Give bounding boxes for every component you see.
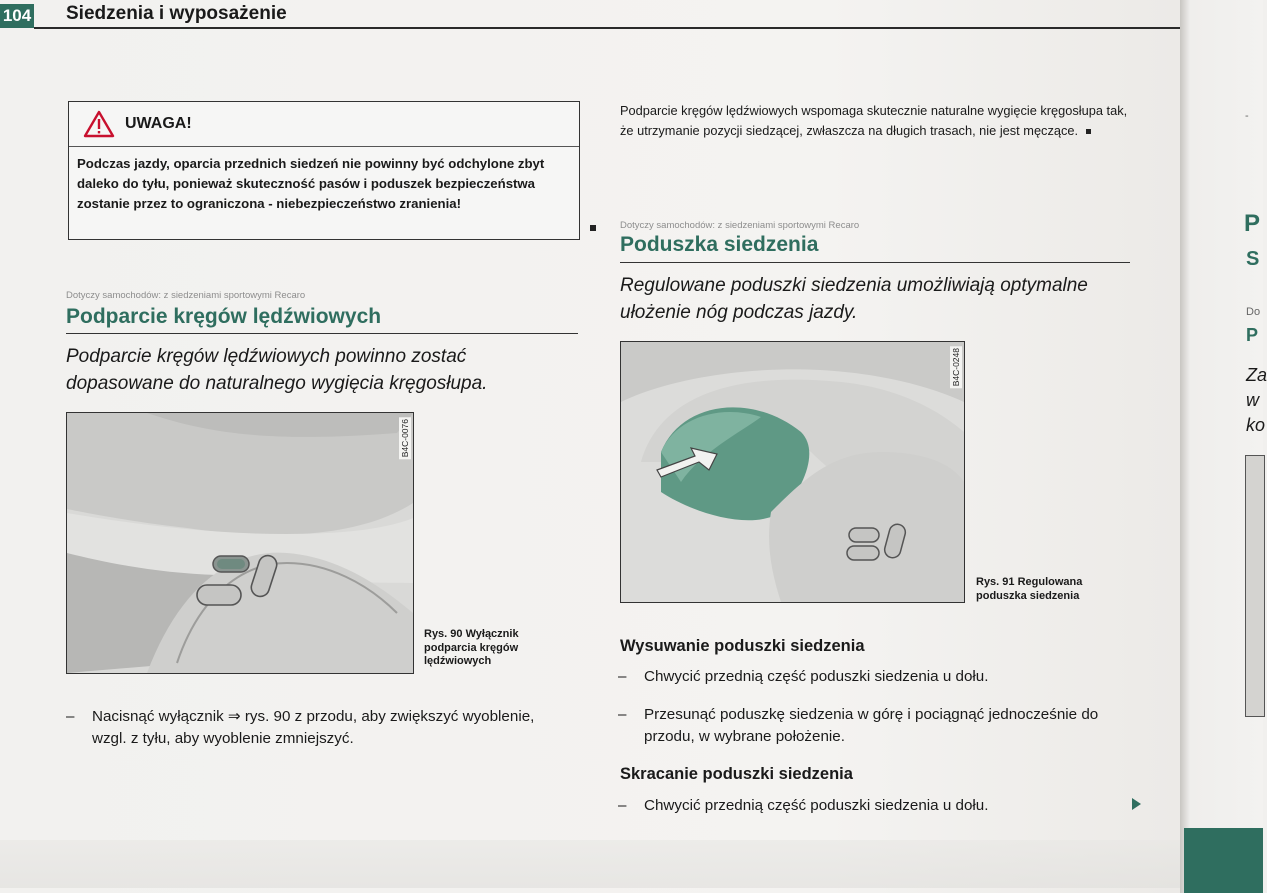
figure-seat-cushion (620, 341, 965, 603)
warning-text: Podczas jazdy, oparcia przednich siedzeń nie powinny być odchylone zbyt daleko do tyłu, ponieważ skuteczność pasów i poduszek bezpieczeństwa zostanie przez to ograniczona - niebezpieczeństwo zranienia! (77, 156, 545, 211)
subheading-extend: Wysuwanie poduszki siedzenia (620, 637, 865, 655)
edge-italic: Za (1246, 365, 1267, 385)
list-dash: – (618, 797, 627, 814)
instruction-step (618, 795, 1124, 817)
section-title: Poduszka siedzenia (620, 233, 819, 256)
section-lead: Podparcie kręgów lędźwiowych powinno zostać dopasowane do naturalnego wygięcia kręgosłupa. (66, 346, 488, 394)
warning-triangle-icon (83, 110, 115, 138)
applies-note: Dotyczy samochodów: z siedzeniami sportowymi Recaro (620, 220, 860, 231)
list-dash: – (618, 706, 627, 723)
warning-header (69, 102, 579, 147)
edge-letter: S (1246, 248, 1260, 270)
section-title: Podparcie kręgów lędźwiowych (66, 305, 382, 328)
step-text: Chwycić przednią część poduszki siedzenia u dołu. (644, 668, 989, 685)
end-mark (590, 225, 596, 231)
applies-note: Dotyczy samochodów: z siedzeniami sportowymi Recaro (66, 290, 306, 301)
figure-caption: Rys. 90 Wyłącznik podparcia kręgów lędźwiowych (424, 628, 519, 667)
warning-box (68, 101, 580, 240)
instruction-step (66, 706, 572, 750)
instruction-step (618, 666, 1124, 688)
next-page-edge (1180, 0, 1266, 893)
bleed-through-band (0, 840, 1180, 888)
seat-cushion-illustration (621, 342, 964, 602)
section-rule (66, 333, 578, 334)
chapter-tab (1184, 828, 1263, 893)
edge-small-text: Do (1246, 306, 1261, 318)
edge-figure (1245, 455, 1265, 717)
step-text: Nacisnąć wyłącznik ⇒ rys. 90 z przodu, aby zwiększyć wyoblenie, wzgl. z tyłu, aby wyoblenie zmniejszyć. (92, 708, 535, 747)
subheading-shorten: Skracanie poduszki siedzenia (620, 765, 853, 783)
continue-arrow-icon (1132, 798, 1141, 810)
header-rule (34, 27, 1180, 29)
figure-lumbar-switch (66, 412, 414, 674)
figure-code: B4C-0076 (400, 419, 410, 458)
paragraph-text: Podparcie kręgów lędźwiowych wspomaga skutecznie naturalne wygięcie kręgosłupa tak, że utrzymanie pozycji siedzącej, zwłaszcza na długich trasach, nie jest męczące. (620, 103, 1128, 138)
list-dash: – (618, 668, 627, 685)
seat-side-illustration (67, 413, 413, 673)
edge-dash: - (1245, 110, 1249, 122)
list-dash: – (66, 708, 75, 725)
section-rule (620, 262, 1130, 263)
edge-letter: P (1246, 325, 1259, 345)
step-text: Przesunąć poduszkę siedzenia w górę i pociągnąć jednocześnie do przodu, w wybrane położenie. (644, 706, 1099, 745)
chapter-title: Siedzenia i wyposażenie (66, 3, 287, 24)
paragraph-lumbar-benefit (620, 101, 1140, 141)
warning-title: UWAGA! (125, 115, 192, 132)
edge-letter: P (1244, 210, 1261, 237)
instruction-step (618, 704, 1124, 748)
end-mark (1086, 129, 1091, 134)
section-lead: Regulowane poduszki siedzenia umożliwiają optymalne ułożenie nóg podczas jazdy. (620, 275, 1088, 323)
page-number: 104 (0, 4, 34, 28)
edge-italic: w (1246, 390, 1259, 410)
figure-code: B4C-0248 (951, 348, 961, 387)
edge-italic: ko (1246, 415, 1266, 435)
step-text: Chwycić przednią część poduszki siedzenia u dołu. (644, 797, 989, 814)
figure-caption: Rys. 91 Regulowana poduszka siedzenia (976, 576, 1083, 602)
